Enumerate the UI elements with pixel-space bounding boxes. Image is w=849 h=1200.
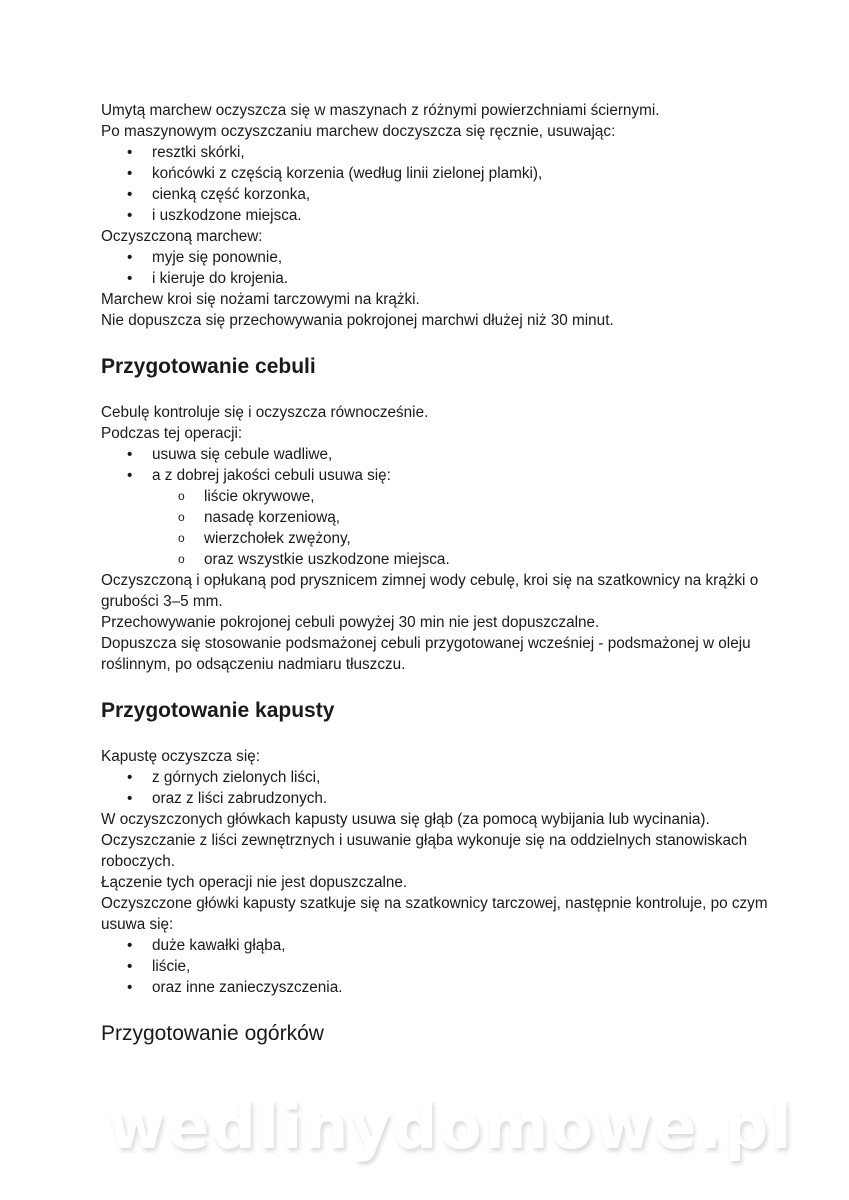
bullet-list — [101, 247, 781, 289]
list-item: o wierzchołek zwężony, — [101, 528, 781, 549]
list-item: • i uszkodzone miejsca. — [101, 205, 781, 226]
paragraph: Dopuszcza się stosowanie podsmażonej cebuli przygotowanej wcześniej - podsmażonej w oleju roślinnym, po odsączeniu nadmiaru tłuszczu. — [101, 635, 751, 673]
paragraph: Kapustę oczyszcza się: — [101, 748, 260, 765]
paragraph: Oczyszczone główki kapusty szatkuje się na szatkownicy tarczowej, następnie kontroluje, po czym usuwa się: — [101, 895, 768, 933]
list-item: • usuwa się cebule wadliwe, — [101, 444, 781, 465]
bullet-list — [101, 935, 781, 998]
sub-bullet-list — [101, 486, 781, 570]
bullet-list — [101, 767, 781, 809]
list-item: o liście okrywowe, — [101, 486, 781, 507]
paragraph: Oczyszczoną i opłukaną pod prysznicem zimnej wody cebulę, kroi się na szatkownicy na krążki o grubości 3–5 mm. — [101, 572, 759, 610]
watermark: wedlinydomowe.pl — [108, 1090, 794, 1163]
list-item: • duże kawałki głąba, — [101, 935, 781, 956]
paragraph: Nie dopuszcza się przechowywania pokrojonej marchwi dłużej niż 30 minut. — [101, 312, 614, 329]
bullet-list — [101, 142, 781, 226]
bullet-list — [101, 444, 781, 486]
list-item: • końcówki z częścią korzenia (według linii zielonej plamki), — [101, 163, 781, 184]
paragraph: Przechowywanie pokrojonej cebuli powyżej 30 min nie jest dopuszczalne. — [101, 614, 600, 631]
document-body — [101, 100, 781, 1069]
paragraph: Oczyszczoną marchew: — [101, 228, 263, 245]
section-heading-cucumber: Przygotowanie ogórków — [101, 1022, 324, 1045]
paragraph: W oczyszczonych główkach kapusty usuwa się głąb (za pomocą wybijania lub wycinania). — [101, 811, 710, 828]
paragraph: Po maszynowym oczyszczaniu marchew doczyszcza się ręcznie, usuwając: — [101, 123, 616, 140]
list-item: • resztki skórki, — [101, 142, 781, 163]
list-item: • z górnych zielonych liści, — [101, 767, 781, 788]
paragraph: Łączenie tych operacji nie jest dopuszczalne. — [101, 874, 408, 891]
paragraph: Oczyszczanie z liści zewnętrznych i usuwanie głąba wykonuje się na oddzielnych stanowiskach roboczych. — [101, 832, 748, 870]
list-item: • i kieruje do krojenia. — [101, 268, 781, 289]
list-item: • a z dobrej jakości cebuli usuwa się: — [101, 465, 781, 486]
list-item: • oraz z liści zabrudzonych. — [101, 788, 781, 809]
list-item: o nasadę korzeniową, — [101, 507, 781, 528]
paragraph: Umytą marchew oczyszcza się w maszynach z różnymi powierzchniami ściernymi. — [101, 102, 660, 119]
list-item: • oraz inne zanieczyszczenia. — [101, 977, 781, 998]
paragraph: Cebulę kontroluje się i oczyszcza równocześnie. — [101, 404, 429, 421]
section-heading-cabbage: Przygotowanie kapusty — [101, 699, 335, 722]
list-item: o oraz wszystkie uszkodzone miejsca. — [101, 549, 781, 570]
list-item: • myje się ponownie, — [101, 247, 781, 268]
paragraph: Podczas tej operacji: — [101, 425, 243, 442]
paragraph: Marchew kroi się nożami tarczowymi na krążki. — [101, 291, 420, 308]
section-heading-onion: Przygotowanie cebuli — [101, 355, 316, 378]
list-item: • cienką część korzonka, — [101, 184, 781, 205]
list-item: • liście, — [101, 956, 781, 977]
